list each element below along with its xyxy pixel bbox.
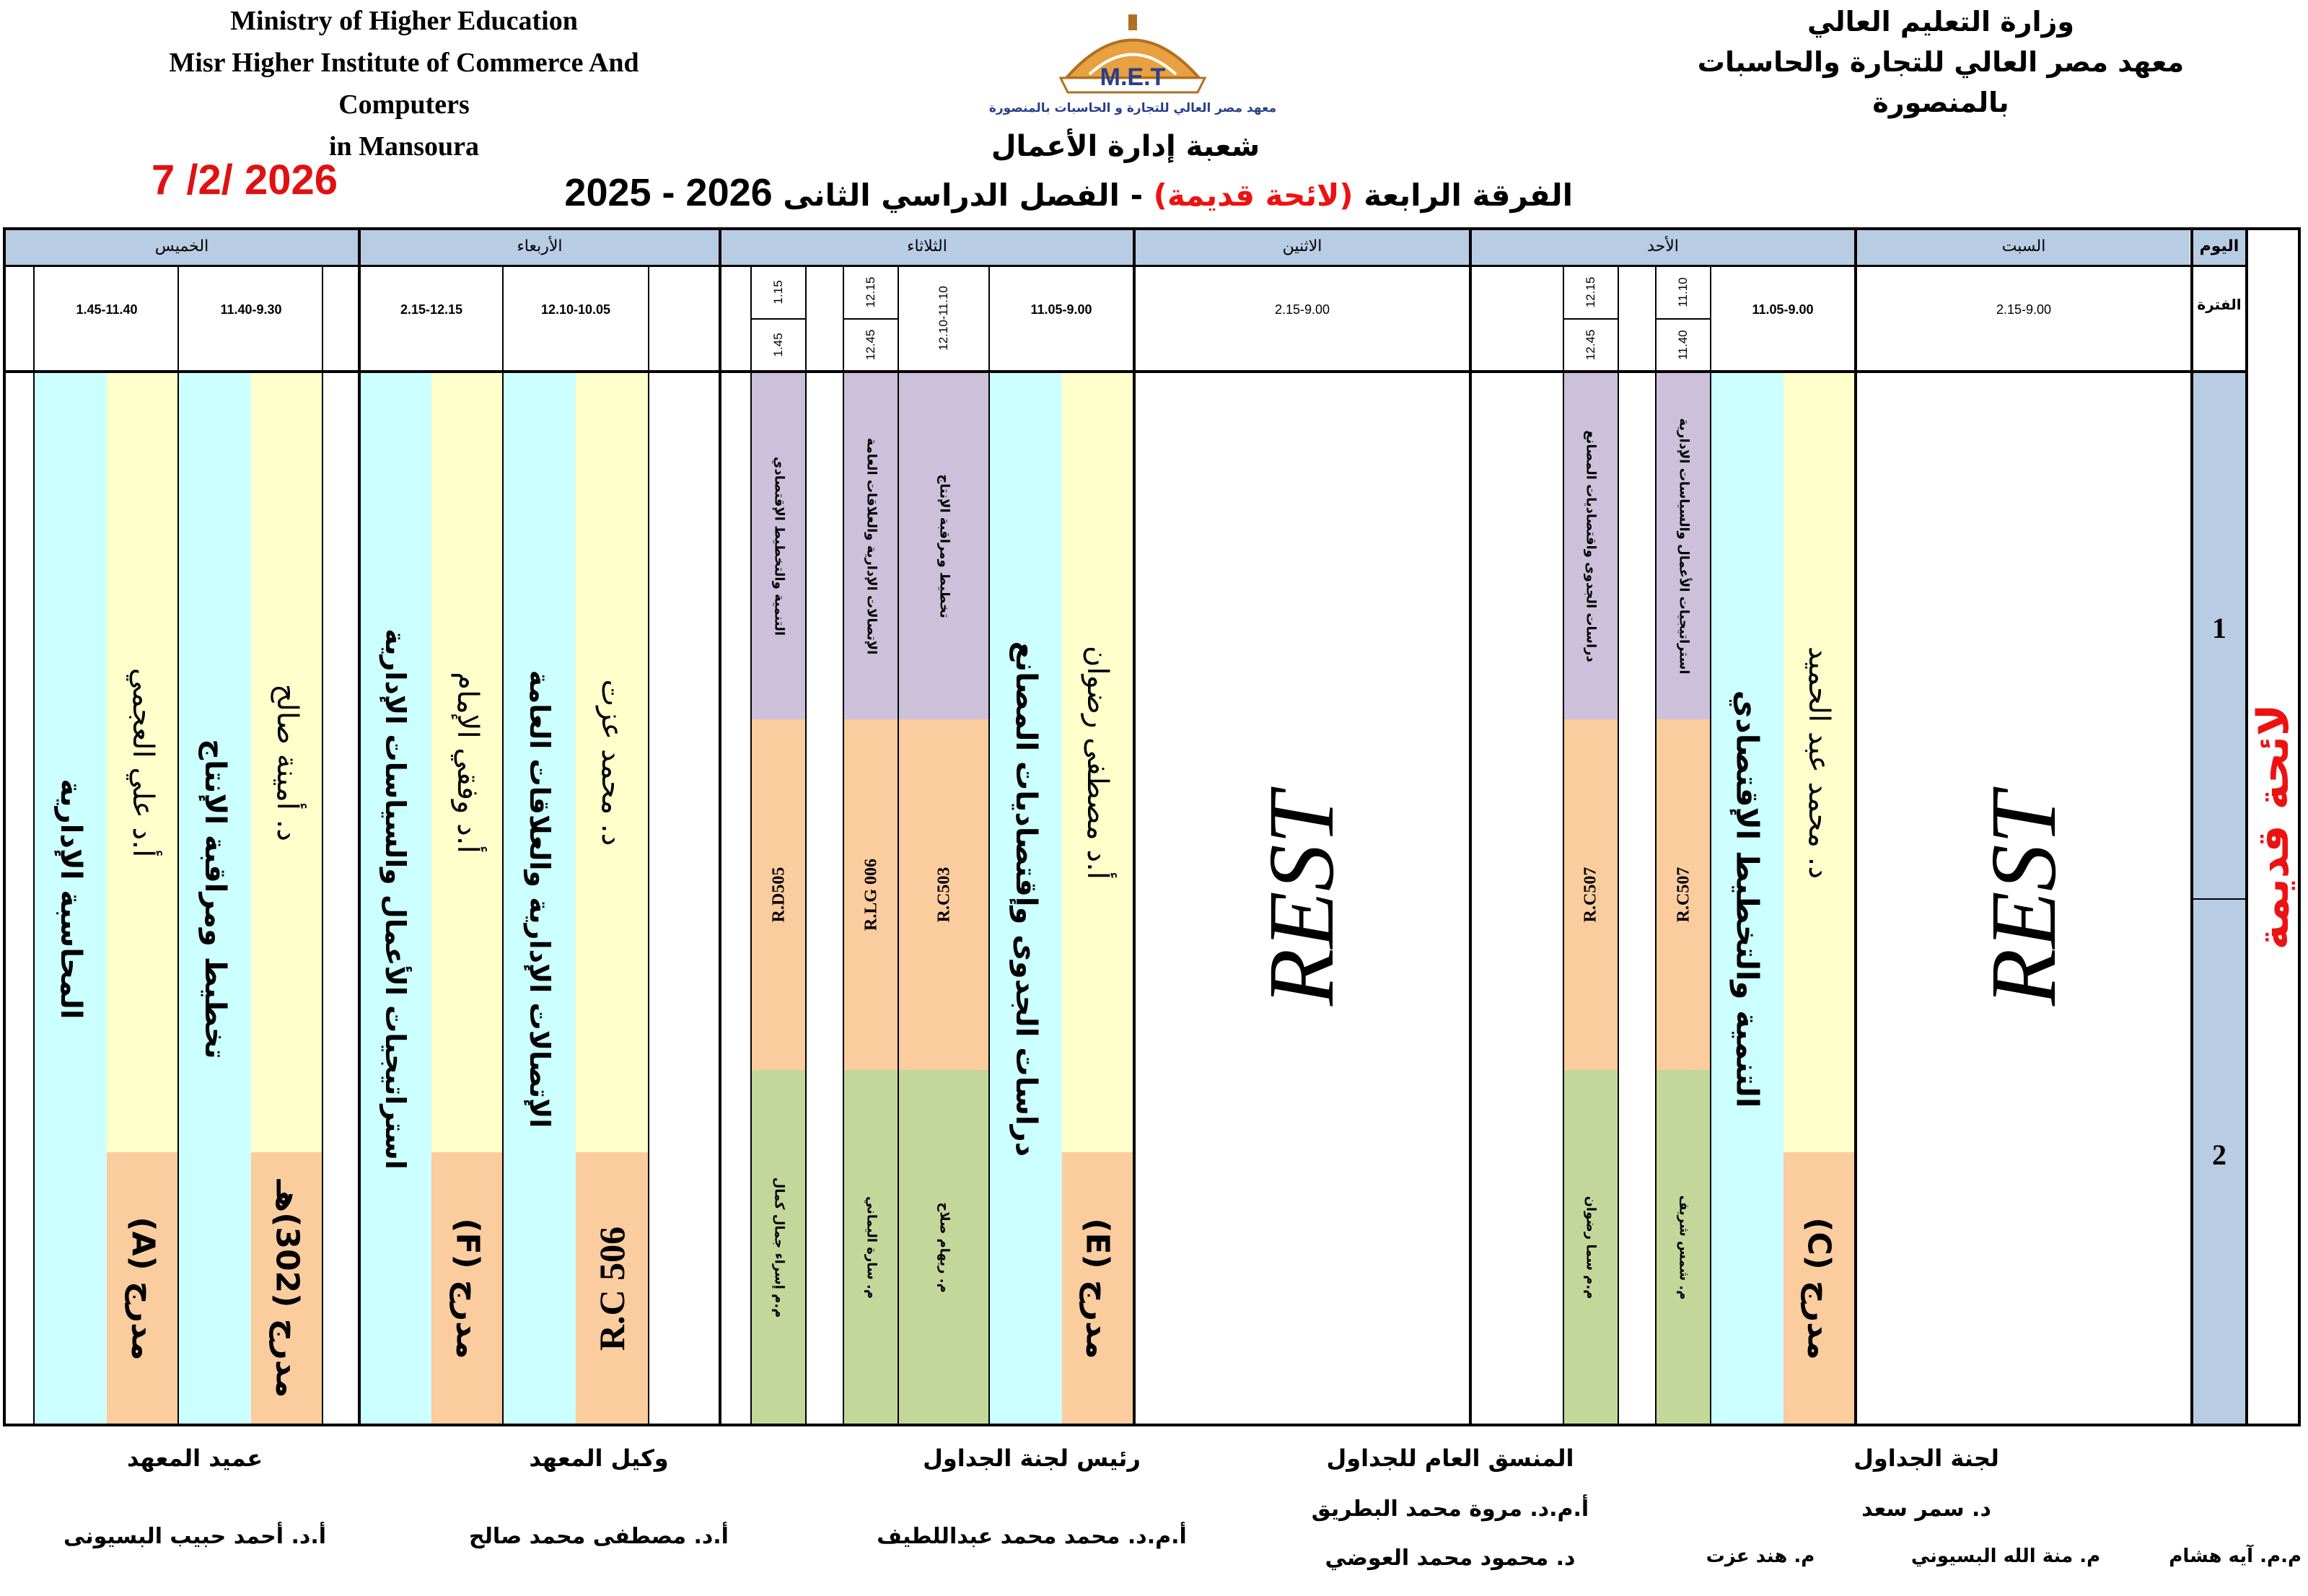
sunday-course: التنمية والتخطيط الإقتصادي [1729,690,1765,1108]
thursday-lecture1-course: تخطيط ومراقبة الإنتاج [198,739,232,1059]
thursday-lecture2-lecturer: أ.د علي العجمي [126,667,159,858]
tuesday-section1-room: R.C503 [934,867,954,923]
coordinator-1: أ.م.د. مروة محمد البطريق [1311,1496,1589,1522]
saturday-rest [1856,373,2192,1425]
tuesday-hall: مدرج (E) [1079,1218,1116,1359]
time-sunday-2a: 11.10 [1676,277,1690,307]
head-committee-name: أ.م.د. محمد محمد عبداللطيف [877,1524,1187,1549]
time-tuesday-3b: 12.45 [864,329,877,361]
tuesday-section3-course: التنمية والتخطيط الإقتصادي [771,456,787,636]
thursday-lecture2-course: المحاسبة الإدارية [54,779,87,1020]
time-sunday-2b: 11.40 [1676,330,1690,360]
vice-dean-name: أ.د. مصطفى محمد صالح [469,1524,729,1549]
time-tuesday-3a: 12.15 [864,276,877,308]
wednesday-lecture1-hall: R.C 506 [592,1226,632,1351]
tuesday-course: دراسات الجدوى وإقتصاديات المصانع [1009,641,1043,1157]
header-ar-line2: معهد مصر العالي للتجارة والحاسبات [1697,46,2185,78]
level-suffix: - الفصل الدراسي الثانى [783,177,1144,213]
header-ar-line1: وزارة التعليم العالي [1807,6,2075,38]
level-title [564,170,1573,215]
committee-title: لجنة الجداول [1853,1444,1999,1472]
period-1-label: 1 [2212,612,2226,644]
time-tuesday-4b: 1.45 [771,333,785,357]
schedule-date: 7 /2/ 2026 [152,157,338,203]
logo-caption: معهد مصر العالي للتجارة و الحاسبات بالمنصورة [988,101,1277,115]
day-sunday: الأحد [1647,237,1679,255]
header-en-line1: Ministry of Higher Education [230,6,578,36]
time-sunday-3b: 12.45 [1584,329,1597,361]
committee-member-1: د. سمر سعد [1861,1496,1991,1522]
day-monday: الاثنين [1282,237,1322,255]
tuesday-section1-ta: م. ريهام صلاح [936,1202,952,1293]
thursday-lecture2-hall: مدرج (A) [124,1216,162,1361]
department-title: شعبة إدارة الأعمال [991,130,1260,163]
rest-label: REST [1972,792,2076,1007]
rest-label: REST [1250,792,1353,1007]
day-tuesday: الثلاثاء [907,237,947,255]
tuesday-section2-ta: م. سارة اليماني [864,1196,879,1299]
tuesday-lecturer: أ.د مصطفى رضوان [1081,645,1114,880]
wednesday-lecture2-lecturer: أ.د وفقي الإمام [451,672,484,854]
header-en-line2: Misr Higher Institute of Commerce And Computers [169,48,639,120]
time-wednesday-2: 2.15-12.15 [400,302,463,317]
header-en-line3: in Mansoura [329,131,479,162]
tuesday-section2-room: R.LG 006 [861,858,881,931]
tuesday-section1-course: تخطيط ومراقبة الإنتاج [936,474,952,618]
period-2-label: 2 [2212,1139,2226,1171]
col-day-header: اليوم [2199,237,2239,255]
time-wednesday-1: 12.10-10.05 [540,302,611,317]
day-saturday: السبت [2001,237,2046,255]
committee-member-4: م. هند عزت [1706,1545,1815,1567]
wednesday-lecture1-lecturer: د. محمد عزت [595,679,628,846]
time-sunday-1: 11.05-9.00 [1752,302,1814,317]
time-tuesday-2: 12.10-11.10 [936,286,950,351]
wednesday-lecture2-course: استراتيجيات الأعمال والسياسات الإدارية [379,628,411,1170]
sunday-section1-course: استراتيجيات الأعمال والسياسات الإدارية [1676,418,1692,675]
coordinator-title: المنسق العام للجداول [1326,1444,1574,1472]
tuesday-section3-ta: م.م إسراء جمال كمال [771,1177,787,1318]
dean-title: عميد المعهد [126,1444,263,1472]
wednesday-lecture1-course: الإتصالات الإدارية والعلاقات العامة [524,670,556,1128]
schedule-table [0,222,2308,1426]
sunday-lecturer: د. محمد عبد الحميد [1802,646,1835,880]
level-prefix: الفرقة الرابعة [1364,177,1573,213]
time-thursday-2: 1.45-11.40 [76,302,138,317]
time-sunday-3a: 12.15 [1584,276,1597,308]
dean-name: أ.د. أحمد حبيب البسيونى [63,1524,326,1549]
institute-logo [981,6,1284,121]
thursday-lecture1-hall: مدرج (302)هـ [268,1179,306,1398]
tuesday-section3-room: R.D505 [769,867,789,923]
day-wednesday: الأربعاء [517,237,563,255]
header-ar [1652,1,2229,123]
sunday-section1-room: R.C507 [1674,867,1693,923]
committee-member-3: م. منة الله البسيوني [1910,1545,2101,1567]
coordinator-2: د. محمود محمد العوضي [1325,1545,1576,1571]
monday-rest [1134,373,1469,1425]
tuesday-section2-course: الإتصالات الإدارية والعلاقات العامة [864,437,879,655]
logo-text: M.E.T [1100,63,1166,91]
thursday-lecture1-lecturer: د. أمينة صالح [271,683,304,842]
sunday-section2-room: R.C507 [1581,867,1600,923]
academic-year: 2025 - 2026 [564,171,773,214]
time-monday: 2.15-9.00 [1274,302,1330,317]
header-ar-line3: بالمنصورة [1872,87,2009,118]
time-saturday: 2.15-9.00 [1996,302,2052,317]
header-en [123,0,685,167]
sunday-section2-ta: م.م سما رضوان [1583,1196,1599,1299]
sunday-hall: مدرج (C) [1800,1217,1838,1360]
sunday-section2-course: دراسات الجدوى واقتصاديات المصانع [1583,430,1599,662]
vice-dean-title: وكيل المعهد [529,1444,669,1472]
time-thursday-1: 11.40-9.30 [220,302,282,317]
head-committee-title: رئيس لجنة الجداول [923,1444,1141,1472]
time-tuesday-1: 11.05-9.00 [1030,302,1092,317]
side-label: لائحة قديمة [2247,703,2299,950]
sunday-section1-ta: م. شمس شريف [1676,1195,1692,1300]
wednesday-lecture2-hall: مدرج (F) [449,1218,486,1359]
day-thursday: الخميس [154,237,209,255]
side-label-cell [2248,230,2298,1424]
committee-member-2: م.م. آيه هشام [2169,1545,2302,1567]
level-note: (لائحة قديمة) [1153,177,1353,213]
time-tuesday-4a: 1.15 [771,280,785,304]
col-period-header: الفترة [2197,296,2242,313]
